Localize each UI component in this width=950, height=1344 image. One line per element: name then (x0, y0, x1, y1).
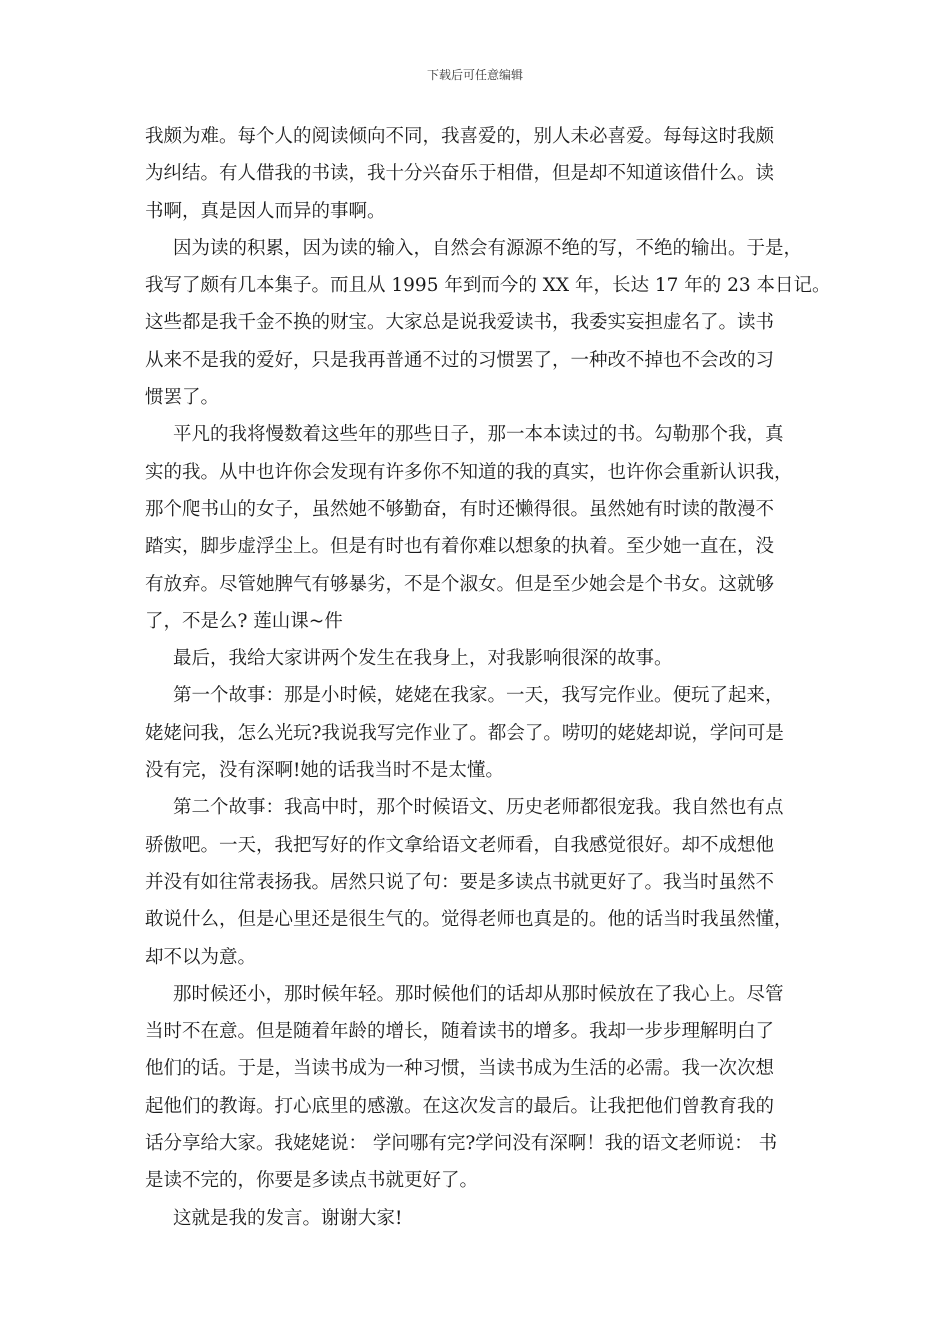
text-line: 有放弃。尽管她脾气有够暴劣，不是个淑女。但是至少她会是个书女。这就够 (145, 573, 775, 595)
text-line: 这些都是我千金不换的财宝。大家总是说我爱读书，我委实妄担虚名了。读书 (145, 312, 775, 334)
text-line: 没有完，没有深啊!她的话我当时不是太懂。 (145, 760, 504, 782)
text-line: 最后，我给大家讲两个发生在我身上，对我影响很深的故事。 (173, 648, 673, 670)
text-line: 他们的话。于是，当读书成为一种习惯，当读书成为生活的必需。我一次次想 (145, 1058, 775, 1080)
document-body (145, 118, 831, 1237)
text-line: 这就是我的发言。谢谢大家! (173, 1207, 403, 1229)
text-line: 从来不是我的爱好，只是我再普通不过的习惯罢了，一种改不掉也不会改的习 (145, 349, 775, 371)
text-line: 起他们的教诲。打心底里的感激。在这次发言的最后。让我把他们曾教育我的 (145, 1095, 775, 1117)
text-line: 并没有如往常表扬我。居然只说了句：要是多读点书就更好了。我当时虽然不 (145, 871, 775, 893)
text-line: 实的我。从中也许你会发现有许多你不知道的我的真实，也许你会重新认识我， (145, 461, 793, 483)
text-line: 当时不在意。但是随着年龄的增长，随着读书的增多。我却一步步理解明白了 (145, 1021, 775, 1043)
text-line: 那时候还小，那时候年轻。那时候他们的话却从那时候放在了我心上。尽管 (173, 983, 784, 1005)
text-line: 书啊，真是因人而异的事啊。 (145, 200, 386, 222)
text-line: 话分享给大家。我姥姥说： 学问哪有完?学问没有深啊！我的语文老师说： 书 (145, 1133, 778, 1155)
text-line: 却不以为意。 (145, 946, 257, 968)
text-line: 平凡的我将慢数着这些年的那些日子，那一本本读过的书。勾勒那个我，真 (173, 424, 784, 446)
text-line: 为纠结。有人借我的书读，我十分兴奋乐于相借，但是却不知道该借什么。读 (145, 163, 775, 185)
text-line: 姥姥问我，怎么光玩?我说我写完作业了。都会了。唠叨的姥姥却说，学问可是 (145, 722, 784, 744)
text-line: 第二个故事：我高中时，那个时候语文、历史老师都很宠我。我自然也有点 (173, 797, 784, 819)
text-line: 惯罢了。 (145, 387, 220, 409)
text-line: 我写了颇有几本集子。而且从 1995 年到而今的 XX 年，长达 17 年的 23 本日记。 (145, 275, 831, 297)
text-line: 因为读的积累，因为读的输入，自然会有源源不绝的写，不绝的输出。于是， (173, 237, 803, 259)
text-line: 是读不完的，你要是多读点书就更好了。 (145, 1170, 479, 1192)
page-header: 下载后可任意编辑 (426, 68, 523, 82)
text-line: 敢说什么，但是心里还是很生气的。觉得老师也真是的。他的话当时我虽然懂， (145, 909, 793, 931)
text-line: 踏实，脚步虚浮尘上。但是有时也有着你难以想象的执着。至少她一直在，没 (145, 536, 775, 558)
text-line: 那个爬书山的女子，虽然她不够勤奋，有时还懒得很。虽然她有时读的散漫不 (145, 498, 775, 520)
text-line: 我颇为难。每个人的阅读倾向不同，我喜爱的，别人未必喜爱。每每这时我颇 (145, 126, 775, 147)
text-line: 第一个故事：那是小时候，姥姥在我家。一天，我写完作业。便玩了起来， (173, 685, 784, 707)
text-line: 骄傲吧。一天，我把写好的作文拿给语文老师看，自我感觉很好。却不成想他 (145, 834, 775, 856)
text-line: 了，不是么? 莲山课~件 (145, 610, 343, 632)
